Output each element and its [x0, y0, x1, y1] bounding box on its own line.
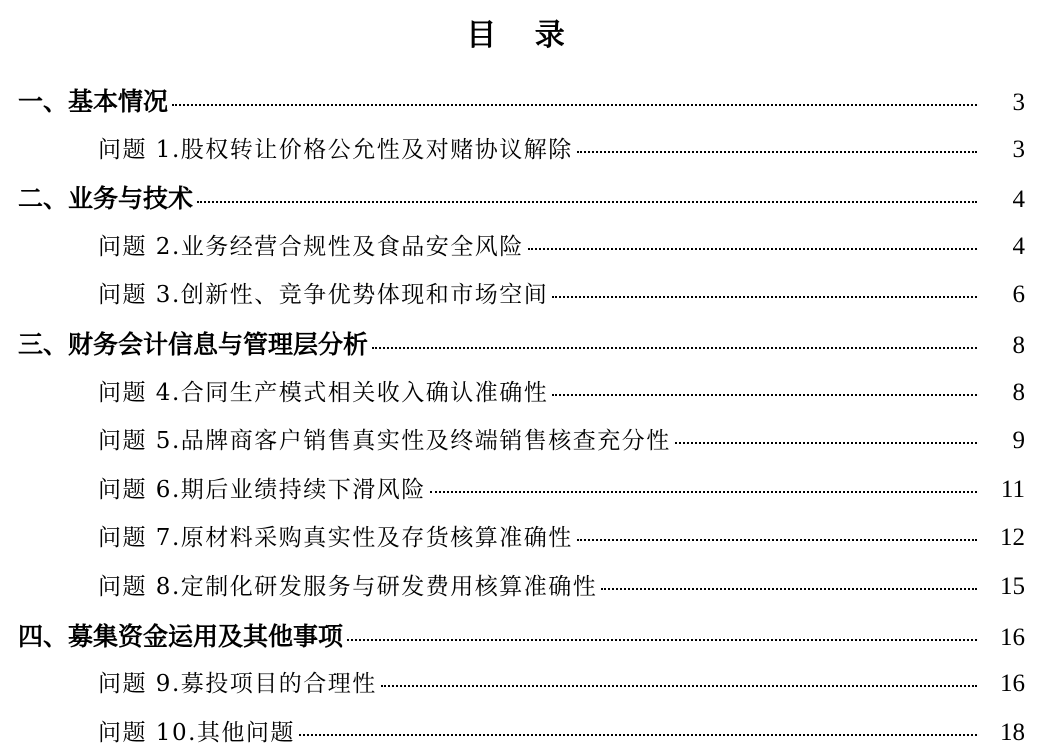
toc-page-number: 4	[1012, 232, 1025, 260]
toc-entry-text: 问题 7.原材料采购真实性及存货核算准确性	[98, 525, 573, 552]
toc-page-number: 3	[1012, 89, 1025, 116]
toc-page-number: 18	[1000, 718, 1025, 746]
toc-entry-text: 问题 4.合同生产模式相关收入确认准确性	[98, 379, 549, 406]
toc-dot-leader	[299, 734, 977, 736]
toc-dot-leader	[528, 248, 977, 250]
toc-dot-leader	[552, 296, 977, 298]
toc-dot-leader	[675, 442, 977, 444]
toc-entry-text: 四、募集资金运用及其他事项	[18, 621, 344, 651]
toc-dot-leader	[372, 347, 977, 349]
toc-question-4[interactable]	[0, 368, 1045, 417]
toc-dot-leader	[347, 639, 977, 641]
toc-question-9[interactable]	[0, 659, 1045, 708]
toc-question-8[interactable]	[0, 562, 1045, 611]
toc-entry-text: 一、基本情况	[18, 87, 169, 116]
toc-page-number: 15	[1000, 572, 1025, 600]
toc-page-number: 8	[1012, 378, 1025, 406]
toc-dot-leader	[577, 539, 977, 541]
toc-entry-text: 问题 5.品牌商客户销售真实性及终端销售核查充分性	[98, 428, 671, 455]
toc-question-6[interactable]	[0, 465, 1045, 514]
toc-dot-leader	[577, 151, 977, 153]
toc-question-1[interactable]	[0, 125, 1045, 174]
toc-entry-text: 问题 8.定制化研发服务与研发费用核算准确性	[98, 573, 598, 600]
toc-question-5[interactable]	[0, 416, 1045, 465]
toc-section-2[interactable]	[0, 173, 1045, 222]
toc-question-10[interactable]	[0, 708, 1045, 756]
toc-entry-text: 问题 6.期后业绩持续下滑风险	[98, 476, 426, 503]
toc-page-number: 16	[1000, 623, 1025, 651]
toc-dot-leader	[552, 394, 977, 396]
toc-dot-leader	[430, 491, 977, 493]
toc-dot-leader	[172, 104, 977, 106]
toc-question-7[interactable]	[0, 513, 1045, 562]
toc-page-number: 4	[1012, 186, 1025, 214]
toc-dot-leader	[381, 685, 977, 687]
toc-entry-text: 三、财务会计信息与管理层分析	[18, 329, 369, 359]
toc-dot-leader	[601, 588, 977, 590]
toc-entry-text: 二、业务与技术	[18, 184, 194, 214]
toc-entry-text: 问题 2.业务经营合规性及食品安全风险	[98, 233, 524, 260]
toc-list	[0, 76, 1045, 756]
toc-question-2[interactable]	[0, 222, 1045, 271]
toc-dot-leader	[197, 201, 977, 203]
toc-page-number: 8	[1012, 331, 1025, 359]
toc-page-number: 12	[1000, 524, 1025, 552]
toc-question-3[interactable]	[0, 270, 1045, 319]
toc-page-number: 9	[1012, 427, 1025, 455]
toc-page-number: 16	[1000, 670, 1025, 698]
toc-page-number: 3	[1012, 135, 1025, 163]
toc-section-4[interactable]	[0, 611, 1045, 660]
toc-title: 目 录	[466, 18, 579, 53]
toc-entry-text: 问题 9.募投项目的合理性	[98, 671, 377, 698]
toc-section-3[interactable]	[0, 319, 1045, 368]
toc-entry-text: 问题 10.其他问题	[98, 719, 295, 746]
toc-entry-text: 问题 3.创新性、竞争优势体现和市场空间	[98, 282, 549, 309]
toc-entry-text: 问题 1.股权转让价格公允性及对赌协议解除	[98, 136, 573, 163]
toc-section-1[interactable]	[0, 76, 1045, 125]
toc-page-number: 6	[1012, 281, 1025, 309]
toc-page-number: 11	[1000, 475, 1025, 503]
